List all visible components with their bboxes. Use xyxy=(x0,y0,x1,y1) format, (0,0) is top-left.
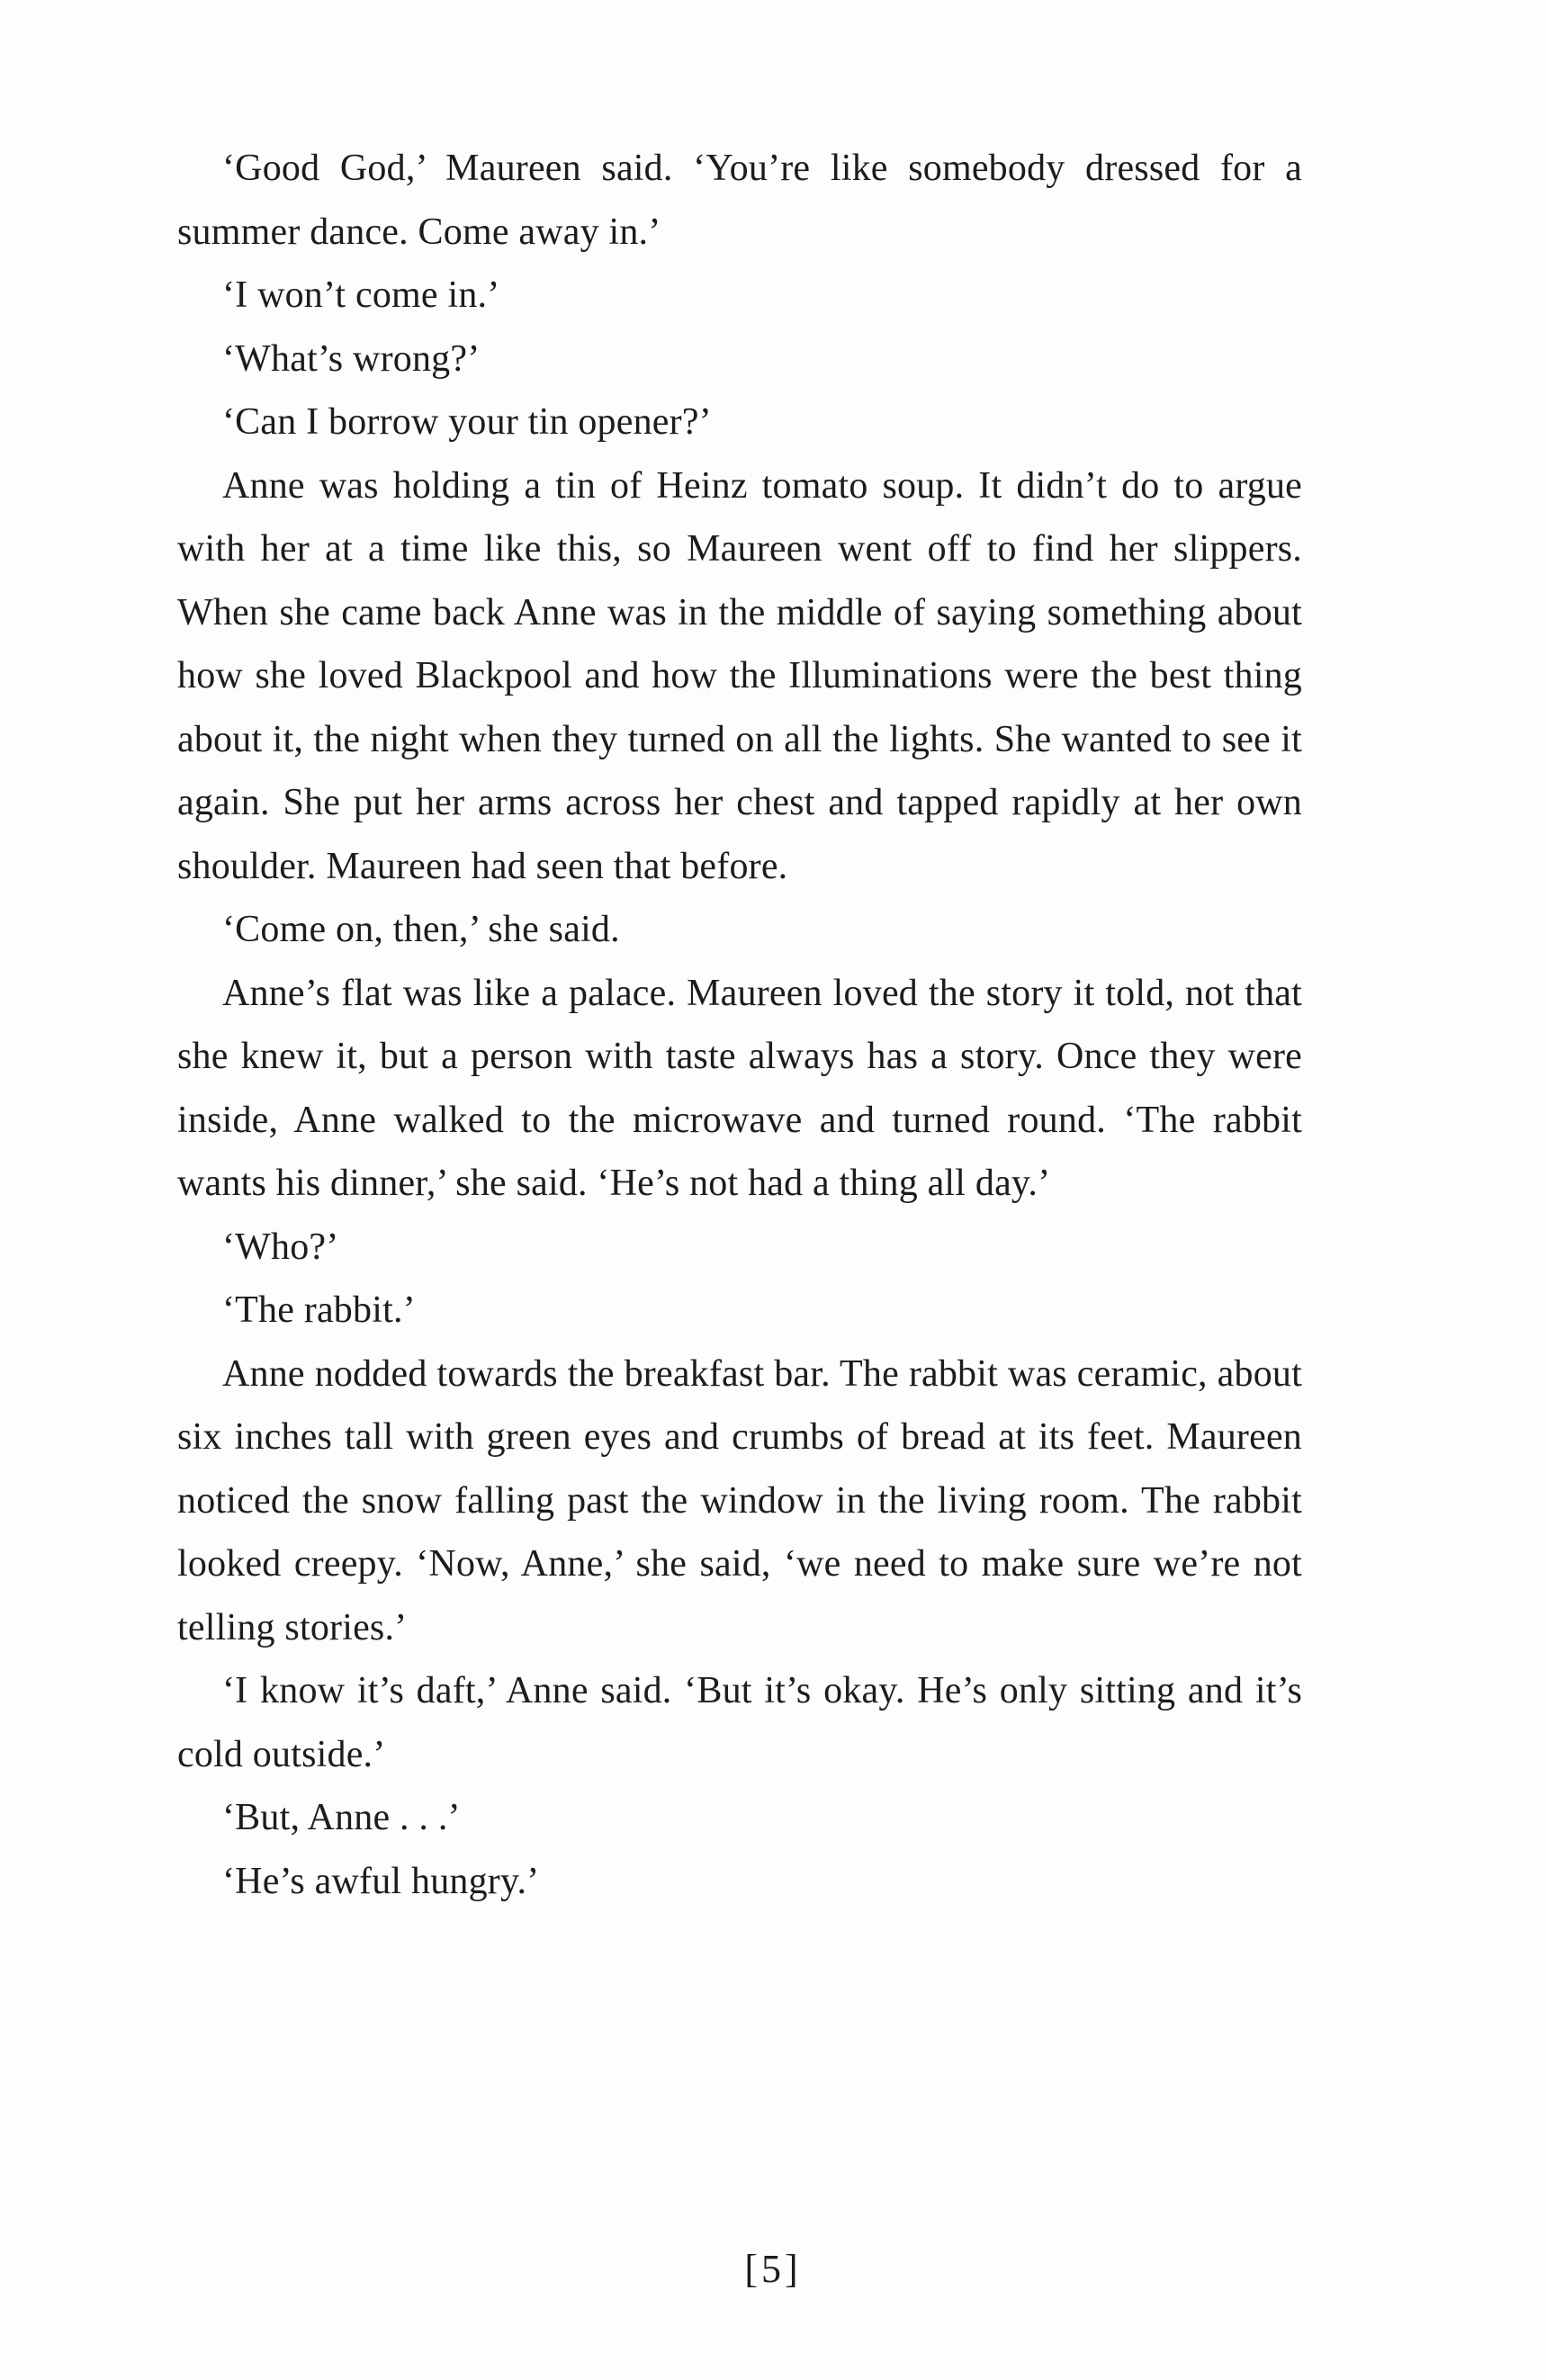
paragraph-13: ‘He’s awful hungry.’ xyxy=(222,1860,540,1902)
paragraph-11: ‘I know it’s daft,’ Anne said. ‘But it’s okay. He’s only sitting and it’s cold outside.’ xyxy=(177,1670,1302,1775)
paragraph-10: Anne nodded towards the breakfast bar. The rabbit was ceramic, about six inches tall with green eyes and crumbs of bread at its feet. Maureen noticed the snow falling past the window in the living room. The rabbit looked creepy. ‘Now, Anne,’ she said, ‘we need to make sure we’re not telling stories.’ xyxy=(177,1352,1302,1648)
paragraph-7: Anne’s flat was like a palace. Maureen loved the story it told, not that she knew it, but a person with taste always has a story. Once they were inside, Anne walked to the microwave and turned round. ‘The rabbit wants his dinner,’ she said. ‘He’s not had a thing all day.’ xyxy=(177,972,1302,1204)
paragraph-9: ‘The rabbit.’ xyxy=(222,1289,416,1331)
paragraph-2: ‘I won’t come in.’ xyxy=(222,274,500,316)
paragraph-4: ‘Can I borrow your tin opener?’ xyxy=(222,401,712,443)
paragraph-12: ‘But, Anne . . .’ xyxy=(222,1797,461,1838)
paragraph-5: Anne was holding a tin of Heinz tomato soup. It didn’t do to argue with her at a time like this, so Maureen went off to find her slippers. When she came back Anne was in the middle of saying something about how she loved Blackpool and how the Illuminations were the best thing about it, the night when they turned on all the lights. She wanted to see it again. She put her arms across her chest and tapped rapidly at her own shoulder. Maureen had seen that before. xyxy=(177,464,1302,887)
paragraph-3: ‘What’s wrong?’ xyxy=(222,337,481,380)
paragraph-8: ‘Who?’ xyxy=(222,1226,339,1268)
body-text xyxy=(177,137,1302,1913)
paragraph-1: ‘Good God,’ Maureen said. ‘You’re like somebody dressed for a summer dance. Come away in.’ xyxy=(177,148,1302,253)
paragraph-6: ‘Come on, then,’ she said. xyxy=(222,909,620,950)
page-number: [5] xyxy=(744,2247,802,2291)
